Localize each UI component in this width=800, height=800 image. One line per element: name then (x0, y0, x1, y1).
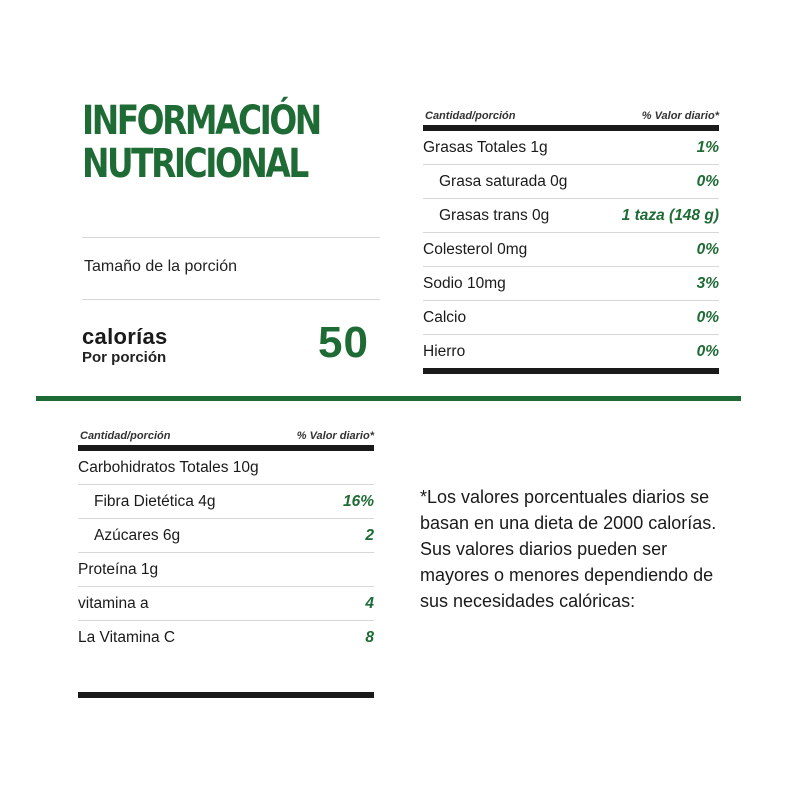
row-name: La Vitamina C (78, 628, 176, 646)
table-spacer (78, 654, 374, 692)
row-daily-value: 0% (696, 172, 719, 190)
table-row (78, 553, 374, 587)
row-name: Colesterol 0mg (423, 240, 528, 258)
table-row (423, 335, 719, 368)
page-title (82, 100, 328, 186)
row-name: Calcio (423, 308, 467, 326)
row-daily-value: 8 (365, 628, 374, 646)
thick-rule-bottom (423, 368, 719, 374)
nutrition-table-bottom (78, 420, 374, 698)
table-row (78, 587, 374, 621)
calories-value: 50 (318, 318, 369, 367)
row-daily-value: 0% (696, 308, 719, 326)
row-daily-value: 0% (696, 342, 719, 360)
green-divider (36, 396, 741, 401)
serving-size-label: Tamaño de la porción (84, 258, 237, 275)
table-row (78, 485, 374, 519)
calories-label: calorías (82, 324, 168, 349)
header-amount: Cantidad/porción (80, 430, 171, 442)
row-name: Azúcares 6g (94, 526, 181, 544)
header-daily-value: % Valor diario* (296, 430, 374, 442)
row-name: Hierro (423, 342, 466, 360)
row-daily-value: 16% (342, 492, 374, 510)
divider-middle (82, 299, 380, 300)
table-row (423, 165, 719, 199)
thick-rule-bottom (78, 692, 374, 698)
row-daily-value: 4 (365, 594, 374, 612)
table-row (423, 301, 719, 335)
table-row (78, 519, 374, 553)
title-line-1: INFORMACIÓN (82, 98, 320, 144)
row-daily-value: 1% (696, 138, 719, 156)
nutrition-table-top (423, 100, 719, 374)
row-name: vitamina a (78, 594, 149, 612)
row-daily-value: 0% (696, 240, 719, 258)
calories-sublabel: Por porción (82, 349, 167, 366)
header-daily-value: % Valor diario* (641, 110, 719, 122)
table-row (78, 621, 374, 654)
row-daily-value: 1 taza (148 g) (621, 206, 719, 224)
row-name: Grasas trans 0g (439, 206, 550, 224)
row-daily-value: 2 (365, 526, 374, 544)
table-row (423, 267, 719, 301)
row-name: Grasa saturada 0g (439, 172, 568, 190)
row-name: Carbohidratos Totales 10g (78, 458, 259, 476)
table-header (423, 100, 719, 122)
row-name: Sodio 10mg (423, 274, 506, 292)
title-line-2: NUTRICIONAL (82, 141, 307, 187)
footnote: *Los valores porcentuales diarios se basan en una dieta de 2000 calorías. Sus valores diarios pueden ser mayores o menores dependiendo de sus necesidades calóricas: (420, 487, 717, 611)
table-row (78, 451, 374, 485)
table-row (423, 233, 719, 267)
table-row (423, 199, 719, 233)
table-header (78, 420, 374, 442)
divider-top (82, 237, 380, 238)
header-amount: Cantidad/porción (425, 110, 516, 122)
row-daily-value: 3% (696, 274, 719, 292)
row-name: Proteína 1g (78, 560, 159, 578)
row-name: Fibra Dietética 4g (94, 492, 216, 510)
row-name: Grasas Totales 1g (423, 138, 548, 156)
table-row (423, 131, 719, 165)
